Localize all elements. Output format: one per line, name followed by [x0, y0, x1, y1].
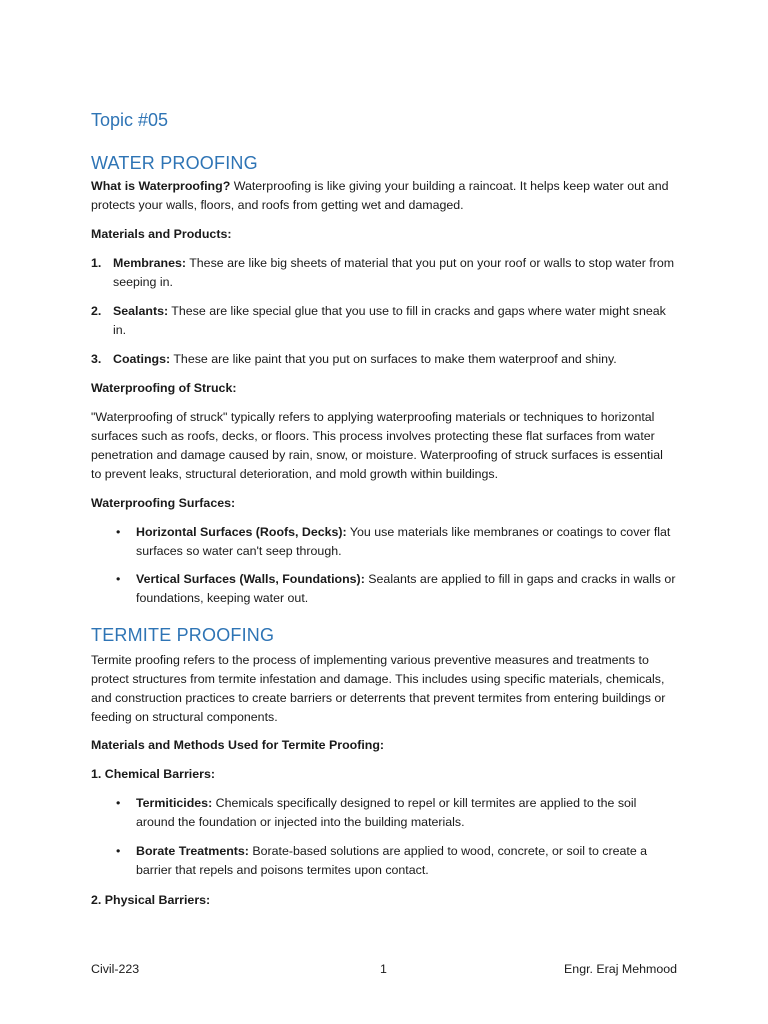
surfaces-heading: Waterproofing Surfaces: [91, 496, 236, 510]
bullet-icon: • [116, 796, 121, 810]
bullet-text [136, 523, 676, 561]
footer-author: Engr. Eraj Mehmood [564, 962, 677, 976]
list-number: 2. [91, 304, 102, 318]
physical-heading: 2. Physical Barriers: [91, 893, 211, 907]
bullet-icon: • [116, 525, 121, 539]
footer-course: Civil-223 [91, 962, 140, 976]
bullet-icon: • [116, 844, 121, 858]
list-label: Membranes: [113, 256, 186, 270]
intro-label: What is Waterproofing? [91, 179, 231, 193]
termite-heading: TERMITE PROOFING [91, 625, 275, 645]
waterproofing-intro [91, 177, 676, 215]
bullet-body: Borate-based solutions are applied to wood, concrete, or soil to create a barrier that repels and poisons termites upon contact. [136, 844, 648, 877]
waterproofing-heading: WATER PROOFING [91, 153, 258, 173]
list-body: These are like special glue that you use to fill in cracks and gaps where water might sneak in. [113, 304, 666, 337]
list-body: These are like paint that you put on surfaces to make them waterproof and shiny. [170, 352, 617, 366]
topic-title: Topic #05 [91, 110, 169, 130]
bullet-label: Borate Treatments: [136, 844, 249, 858]
bullet-text [136, 570, 676, 608]
list-label: Sealants: [113, 304, 169, 318]
bullet-label: Vertical Surfaces (Walls, Foundations): [136, 572, 365, 586]
chemical-heading: 1. Chemical Barriers: [91, 767, 215, 781]
bullet-icon: • [116, 572, 121, 586]
bullet-label: Termiticides: [136, 796, 213, 810]
struck-heading: Waterproofing of Struck: [91, 381, 237, 395]
bullet-text [136, 794, 676, 832]
bullet-text [136, 842, 676, 880]
list-text [113, 350, 676, 369]
list-label: Coatings: [113, 352, 171, 366]
struck-paragraph: "Waterproofing of struck" typically refers to applying waterproofing materials or techniques to horizontal surfaces such as roofs, decks, or floors. This process involves protecting these flat surfaces from water penetration and damage caused by rain, snow, or moisture. Waterproofing of struck surfaces is essential to prevent leaks, structural deterioration, and mold growth within buildings. [91, 410, 663, 481]
bullet-body: You use materials like membranes or coatings to cover flat surfaces so water can't seep through. [136, 525, 671, 558]
list-text [113, 254, 676, 292]
termite-intro: Termite proofing refers to the process of implementing various preventive measures and treatments to protect structures from termite infestation and damage. This includes using specific materials, chemicals, and construction practices to create barriers or deterrents that prevent termites from entering buildings or feeding on structural components. [91, 653, 666, 724]
bullet-label: Horizontal Surfaces (Roofs, Decks): [136, 525, 347, 539]
materials-heading: Materials and Products: [91, 227, 232, 241]
bullet-body: Chemicals specifically designed to repel or kill termites are applied to the soil around the foundation or injected into the building materials. [136, 796, 637, 829]
footer-page-number: 1 [380, 962, 387, 976]
bullet-body: Sealants are applied to fill in gaps and cracks in walls or foundations, keeping water out. [136, 572, 676, 605]
list-number: 3. [91, 352, 102, 366]
methods-heading: Materials and Methods Used for Termite Proofing: [91, 738, 385, 752]
list-number: 1. [91, 256, 102, 270]
intro-text: Waterproofing is like giving your building a raincoat. It helps keep water out and protects your walls, floors, and roofs from getting wet and damaged. [91, 179, 669, 212]
list-body: These are like big sheets of material that you put on your roof or walls to stop water from seeping in. [113, 256, 675, 289]
list-text [113, 302, 676, 340]
